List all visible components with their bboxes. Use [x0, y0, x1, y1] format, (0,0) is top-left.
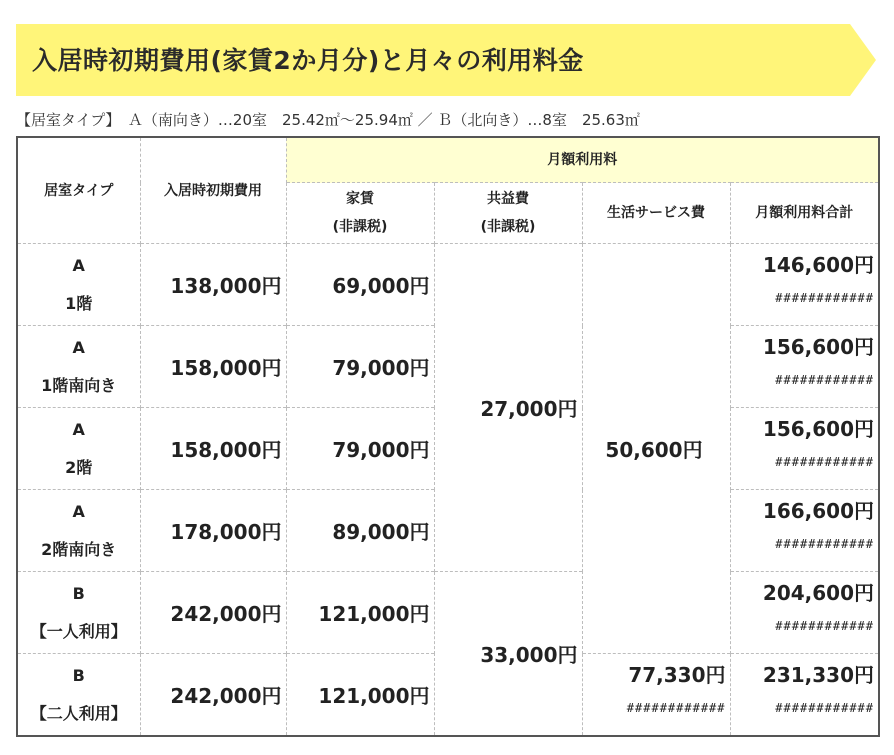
header-common-label: 共益費 [487, 191, 529, 207]
room-type-cell [17, 326, 140, 408]
service-fee-value: 50,600円 [582, 244, 730, 654]
header-room-type: 居室タイプ [17, 137, 140, 244]
room-type-cell [17, 654, 140, 737]
room-type-cell [17, 490, 140, 572]
room-type-code: B [72, 583, 85, 603]
rent-value: 89,000円 [286, 490, 434, 572]
room-type-code: B [72, 665, 85, 685]
room-type-detail: 2階 [65, 457, 93, 477]
initial-cost-value: 138,000円 [140, 244, 286, 326]
room-type-detail: 1階 [65, 293, 93, 313]
total-cell [730, 572, 879, 654]
total-cell [730, 654, 879, 737]
initial-cost-value: 178,000円 [140, 490, 286, 572]
room-type-code: A [72, 337, 85, 357]
total-value: 156,600円 [762, 417, 874, 441]
room-type-summary: 【居室タイプ】 Ａ（南向き）…20室 25.42㎡～25.94㎡ ／ Ｂ（北向き）…8室 25.63㎡ [16, 111, 640, 129]
total-value: 231,330円 [762, 663, 874, 687]
room-type-cell [17, 572, 140, 654]
title-banner [16, 24, 876, 96]
total-cell [730, 326, 879, 408]
room-type-detail: 【一人利用】 [30, 621, 127, 641]
header-total: 月額利用料合計 [730, 183, 879, 244]
total-value: 204,600円 [762, 581, 874, 605]
room-type-cell [17, 244, 140, 326]
rent-value: 121,000円 [286, 654, 434, 737]
service-fee-two-cell [582, 654, 730, 737]
fee-table [16, 136, 880, 737]
rent-value: 69,000円 [286, 244, 434, 326]
header-common-note: (非課税) [480, 219, 536, 235]
overflow-hash: ############ [775, 291, 874, 305]
table-row [17, 572, 879, 654]
room-type-code: A [72, 255, 85, 275]
total-cell [730, 244, 879, 326]
overflow-hash: ############ [775, 537, 874, 551]
total-value: 166,600円 [762, 499, 874, 523]
header-rent [286, 183, 434, 244]
overflow-hash: ############ [775, 701, 874, 715]
overflow-hash: ############ [775, 455, 874, 469]
room-type-detail: 【二人利用】 [30, 703, 127, 723]
room-type-code: A [72, 501, 85, 521]
room-type-detail: 2階南向き [41, 539, 117, 559]
overflow-hash: ############ [775, 373, 874, 387]
service-fee-two-value: 77,330円 [628, 663, 726, 687]
header-monthly-fee: 月額利用料 [286, 137, 879, 183]
page-title: 入居時初期費用(家賃2か月分)と月々の利用料金 [32, 46, 584, 75]
rent-value: 79,000円 [286, 326, 434, 408]
initial-cost-value: 158,000円 [140, 326, 286, 408]
initial-cost-value: 242,000円 [140, 572, 286, 654]
room-type-code: A [72, 419, 85, 439]
room-type-detail: 1階南向き [41, 375, 117, 395]
header-initial-cost: 入居時初期費用 [140, 137, 286, 244]
common-fee-b-value: 33,000円 [434, 572, 582, 737]
total-cell [730, 408, 879, 490]
rent-value: 121,000円 [286, 572, 434, 654]
initial-cost-value: 242,000円 [140, 654, 286, 737]
rent-value: 79,000円 [286, 408, 434, 490]
header-rent-note: (非課税) [332, 219, 388, 235]
initial-cost-value: 158,000円 [140, 408, 286, 490]
total-value: 156,600円 [762, 335, 874, 359]
common-fee-a-value: 27,000円 [434, 244, 582, 572]
overflow-hash: ############ [775, 619, 874, 633]
overflow-hash: ############ [626, 701, 726, 715]
header-service-fee: 生活サービス費 [582, 183, 730, 244]
room-type-cell [17, 408, 140, 490]
total-cell [730, 490, 879, 572]
table-row [17, 244, 879, 326]
header-rent-label: 家賃 [346, 191, 374, 207]
header-common-fee [434, 183, 582, 244]
total-value: 146,600円 [762, 253, 874, 277]
